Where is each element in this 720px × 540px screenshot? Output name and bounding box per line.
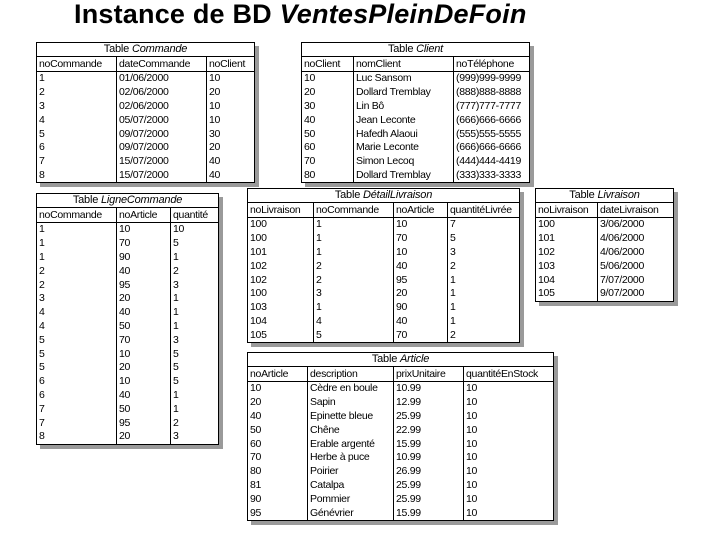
table-row bbox=[248, 465, 554, 479]
table-cell: 8 bbox=[37, 168, 117, 182]
table-cell: 22.99 bbox=[394, 423, 464, 437]
column-header: noLivraison bbox=[248, 203, 314, 218]
caption-label: Table bbox=[103, 43, 130, 55]
table-row bbox=[248, 423, 554, 437]
caption-label: Table bbox=[334, 189, 361, 201]
table-cell: 40 bbox=[207, 155, 255, 169]
table-cell: 7 bbox=[37, 402, 117, 416]
table-cell: 100 bbox=[536, 217, 598, 231]
table-cell: (888)888-8888 bbox=[454, 86, 530, 100]
table-cell: 2 bbox=[171, 264, 219, 278]
table-cell: Herbe à puce bbox=[308, 451, 394, 465]
table-cell: 5 bbox=[37, 333, 117, 347]
table-cell: 10 bbox=[464, 451, 554, 465]
table-cell: 50 bbox=[117, 319, 171, 333]
table-cell: 1 bbox=[37, 222, 117, 236]
table-cell: 25.99 bbox=[394, 409, 464, 423]
table-cell: 3 bbox=[448, 245, 520, 259]
table-cell: 02/06/2000 bbox=[117, 86, 207, 100]
header-row bbox=[302, 57, 530, 72]
column-header: noArticle bbox=[394, 203, 448, 218]
table-client bbox=[301, 42, 530, 183]
table-cell: 1 bbox=[37, 250, 117, 264]
table-cell: (999)999-9999 bbox=[454, 71, 530, 85]
table-cell: 95 bbox=[248, 506, 308, 520]
table-row bbox=[248, 232, 520, 246]
caption-name: Article bbox=[400, 353, 430, 365]
table-cell: 10 bbox=[207, 113, 255, 127]
table-cell: 6 bbox=[37, 141, 117, 155]
table-lignecommande bbox=[36, 193, 219, 445]
table-cell: 102 bbox=[536, 245, 598, 259]
table-cell: 100 bbox=[248, 232, 314, 246]
table-row bbox=[37, 237, 219, 251]
table-cell: 10 bbox=[464, 381, 554, 395]
table-caption bbox=[247, 188, 520, 202]
table-cell: 1 bbox=[448, 287, 520, 301]
table-cell: 2 bbox=[171, 416, 219, 430]
table-cell: 5 bbox=[171, 361, 219, 375]
table-caption bbox=[247, 352, 554, 366]
table-cell: 70 bbox=[248, 451, 308, 465]
table-row bbox=[302, 86, 530, 100]
table-cell: 40 bbox=[207, 168, 255, 182]
table-row bbox=[248, 217, 520, 231]
table-cell: Cèdre en boule bbox=[308, 381, 394, 395]
column-header: quantitéLivrée bbox=[448, 203, 520, 218]
table-cell: 10 bbox=[464, 409, 554, 423]
table-cell: (666)666-6666 bbox=[454, 113, 530, 127]
table-cell: 90 bbox=[394, 301, 448, 315]
table-cell: 4/06/2000 bbox=[598, 245, 674, 259]
table-cell: 102 bbox=[248, 259, 314, 273]
table-cell: 2 bbox=[448, 328, 520, 342]
table-row bbox=[302, 127, 530, 141]
table-cell: (777)777-7777 bbox=[454, 99, 530, 113]
table-cell: 1 bbox=[171, 319, 219, 333]
table-cell: 101 bbox=[536, 232, 598, 246]
table-cell: 7 bbox=[37, 155, 117, 169]
table-cell: 6 bbox=[37, 388, 117, 402]
table-row bbox=[536, 287, 674, 301]
table-row bbox=[536, 232, 674, 246]
table-cell: 80 bbox=[248, 465, 308, 479]
caption-name: Client bbox=[416, 43, 444, 55]
table-cell: 10 bbox=[464, 506, 554, 520]
table-cell: 25.99 bbox=[394, 492, 464, 506]
column-header: noCommande bbox=[37, 57, 117, 72]
table-cell: 20 bbox=[394, 287, 448, 301]
table-row bbox=[302, 113, 530, 127]
table-cell: 81 bbox=[248, 478, 308, 492]
table-cell: 95 bbox=[117, 416, 171, 430]
table-row bbox=[536, 273, 674, 287]
table-row bbox=[536, 259, 674, 273]
table-row bbox=[37, 141, 255, 155]
table-row bbox=[302, 99, 530, 113]
title-db-name: VentesPleinDeFoin bbox=[279, 0, 527, 29]
table-cell: 10 bbox=[302, 71, 354, 85]
table-cell: 10 bbox=[394, 245, 448, 259]
table-cell: 10.99 bbox=[394, 451, 464, 465]
table-cell: 20 bbox=[207, 141, 255, 155]
table-cell: 40 bbox=[117, 264, 171, 278]
table-cell: 2 bbox=[314, 259, 394, 273]
table-cell: 1 bbox=[314, 245, 394, 259]
table-row bbox=[37, 222, 219, 236]
table-cell: 10 bbox=[117, 375, 171, 389]
header-row bbox=[248, 367, 554, 382]
table-row bbox=[37, 71, 255, 85]
table-cell: 90 bbox=[117, 250, 171, 264]
column-header: description bbox=[308, 367, 394, 382]
table-cell: 40 bbox=[117, 306, 171, 320]
table-cell: 103 bbox=[536, 259, 598, 273]
table-cell: 8 bbox=[37, 430, 117, 444]
table-cell: 10 bbox=[248, 381, 308, 395]
table-row bbox=[248, 451, 554, 465]
title-prefix: Instance de BD bbox=[74, 0, 272, 29]
table-cell: 70 bbox=[117, 237, 171, 251]
column-header: prixUnitaire bbox=[394, 367, 464, 382]
table-row bbox=[248, 506, 554, 520]
table-cell: Sapin bbox=[308, 396, 394, 410]
table-row bbox=[37, 333, 219, 347]
table-cell: (666)666-6666 bbox=[454, 141, 530, 155]
table-cell: Lin Bô bbox=[354, 99, 454, 113]
table-cell: 15.99 bbox=[394, 506, 464, 520]
table-cell: 70 bbox=[394, 232, 448, 246]
table-cell: (333)333-3333 bbox=[454, 168, 530, 182]
table-cell: 7/07/2000 bbox=[598, 273, 674, 287]
table-row bbox=[248, 259, 520, 273]
table-cell: 5 bbox=[37, 361, 117, 375]
table-cell: 10.99 bbox=[394, 381, 464, 395]
column-header: noTéléphone bbox=[454, 57, 530, 72]
table-cell: 15/07/2000 bbox=[117, 168, 207, 182]
table-cell: 2 bbox=[37, 264, 117, 278]
table-cell: 102 bbox=[248, 273, 314, 287]
table-cell: (555)555-5555 bbox=[454, 127, 530, 141]
table-cell: 2 bbox=[314, 273, 394, 287]
table-cell: 90 bbox=[248, 492, 308, 506]
header-row bbox=[536, 203, 674, 218]
table-cell: Hafedh Alaoui bbox=[354, 127, 454, 141]
table-cell: 4 bbox=[37, 319, 117, 333]
table-cell: 20 bbox=[248, 396, 308, 410]
table-cell: 5 bbox=[448, 232, 520, 246]
column-header: dateCommande bbox=[117, 57, 207, 72]
caption-name: DétailLivraison bbox=[363, 189, 433, 201]
caption-name: Commande bbox=[131, 43, 188, 55]
table-cell: Poirier bbox=[308, 465, 394, 479]
table-row bbox=[37, 416, 219, 430]
table-cell: 02/06/2000 bbox=[117, 99, 207, 113]
table-row bbox=[248, 287, 520, 301]
table-row bbox=[248, 273, 520, 287]
header-row bbox=[37, 57, 255, 72]
table-cell: 3 bbox=[37, 99, 117, 113]
column-header: noCommande bbox=[314, 203, 394, 218]
table-row bbox=[248, 478, 554, 492]
table-row bbox=[536, 217, 674, 231]
table-caption bbox=[301, 42, 530, 56]
table-cell: 1 bbox=[171, 306, 219, 320]
table-caption bbox=[36, 42, 255, 56]
table-row bbox=[37, 127, 255, 141]
table-cell: 15/07/2000 bbox=[117, 155, 207, 169]
table-cell: 10 bbox=[464, 423, 554, 437]
table-cell: 70 bbox=[117, 333, 171, 347]
table-row bbox=[248, 245, 520, 259]
table-cell: 2 bbox=[448, 259, 520, 273]
column-header: noLivraison bbox=[536, 203, 598, 218]
table-cell: 1 bbox=[314, 217, 394, 231]
table-cell: 80 bbox=[302, 168, 354, 182]
table-cell: 50 bbox=[117, 402, 171, 416]
table-cell: Luc Sansom bbox=[354, 71, 454, 85]
table-cell: 5 bbox=[171, 237, 219, 251]
table-cell: Simon Lecoq bbox=[354, 155, 454, 169]
table-cell: 40 bbox=[394, 314, 448, 328]
table-row bbox=[302, 141, 530, 155]
table-cell: 10 bbox=[171, 222, 219, 236]
table-cell: 05/07/2000 bbox=[117, 113, 207, 127]
table-row bbox=[37, 99, 255, 113]
table-cell: 1 bbox=[171, 388, 219, 402]
table-cell: 20 bbox=[117, 361, 171, 375]
table-row bbox=[37, 155, 255, 169]
table-cell: 2 bbox=[37, 278, 117, 292]
column-header: noCommande bbox=[37, 208, 117, 223]
column-header: noClient bbox=[207, 57, 255, 72]
table-article bbox=[247, 352, 554, 521]
table-cell: 3 bbox=[171, 278, 219, 292]
table-cell: 1 bbox=[37, 71, 117, 85]
table-caption bbox=[535, 188, 674, 202]
table-cell: 3/06/2000 bbox=[598, 217, 674, 231]
table-cell: 4 bbox=[37, 113, 117, 127]
table-cell: 3 bbox=[171, 333, 219, 347]
table-row bbox=[37, 319, 219, 333]
table-cell: Dollard Tremblay bbox=[354, 168, 454, 182]
table-cell: 20 bbox=[207, 86, 255, 100]
table-cell: 10 bbox=[464, 478, 554, 492]
table-cell: 5/06/2000 bbox=[598, 259, 674, 273]
table-cell: 60 bbox=[248, 437, 308, 451]
table-cell: 1 bbox=[314, 301, 394, 315]
table-cell: 95 bbox=[394, 273, 448, 287]
table-row bbox=[302, 71, 530, 85]
table-cell: 1 bbox=[448, 273, 520, 287]
table-row bbox=[302, 155, 530, 169]
table-row bbox=[37, 306, 219, 320]
table-cell: 3 bbox=[37, 292, 117, 306]
table-cell: 10 bbox=[117, 347, 171, 361]
table-cell: 105 bbox=[248, 328, 314, 342]
table-cell: 7 bbox=[448, 217, 520, 231]
table-row bbox=[37, 86, 255, 100]
table-cell: Chêne bbox=[308, 423, 394, 437]
table-row bbox=[248, 301, 520, 315]
table-cell: 1 bbox=[314, 232, 394, 246]
table-cell: 5 bbox=[171, 347, 219, 361]
table-cell: 50 bbox=[302, 127, 354, 141]
header-row bbox=[248, 203, 520, 218]
table-livraison bbox=[535, 188, 674, 302]
table-row bbox=[248, 409, 554, 423]
table-cell: 09/07/2000 bbox=[117, 127, 207, 141]
table-cell: 20 bbox=[302, 86, 354, 100]
table-row bbox=[37, 113, 255, 127]
column-header: noArticle bbox=[117, 208, 171, 223]
table-row bbox=[248, 381, 554, 395]
table-cell: 5 bbox=[314, 328, 394, 342]
table-cell: 70 bbox=[394, 328, 448, 342]
table-cell: 20 bbox=[117, 430, 171, 444]
table-cell: 40 bbox=[302, 113, 354, 127]
table-cell: 3 bbox=[314, 287, 394, 301]
column-header: quantitéEnStock bbox=[464, 367, 554, 382]
table-cell: 104 bbox=[536, 273, 598, 287]
table-row bbox=[536, 245, 674, 259]
table-row bbox=[37, 375, 219, 389]
caption-name: Livraison bbox=[597, 189, 640, 201]
table-cell: 09/07/2000 bbox=[117, 141, 207, 155]
table-cell: 20 bbox=[117, 292, 171, 306]
table-cell: 01/06/2000 bbox=[117, 71, 207, 85]
caption-name: LigneCommande bbox=[100, 194, 183, 206]
table-cell: 10 bbox=[207, 71, 255, 85]
table-commande bbox=[36, 42, 255, 183]
column-header: dateLivraison bbox=[598, 203, 674, 218]
table-cell: 1 bbox=[448, 301, 520, 315]
table-cell: 4/06/2000 bbox=[598, 232, 674, 246]
table-cell: 12.99 bbox=[394, 396, 464, 410]
table-cell: 100 bbox=[248, 217, 314, 231]
table-cell: Catalpa bbox=[308, 478, 394, 492]
table-row bbox=[248, 328, 520, 342]
table-cell: 25.99 bbox=[394, 478, 464, 492]
table-row bbox=[37, 361, 219, 375]
table-cell: 5 bbox=[37, 347, 117, 361]
table-cell: Epinette bleue bbox=[308, 409, 394, 423]
table-cell: 10 bbox=[394, 217, 448, 231]
table-row bbox=[37, 402, 219, 416]
table-cell: 5 bbox=[171, 375, 219, 389]
table-row bbox=[248, 437, 554, 451]
page-title bbox=[74, 0, 527, 28]
table-cell: 40 bbox=[394, 259, 448, 273]
table-cell: 9/07/2000 bbox=[598, 287, 674, 301]
table-detaillivraison bbox=[247, 188, 520, 343]
table-cell: 104 bbox=[248, 314, 314, 328]
column-header: quantité bbox=[171, 208, 219, 223]
table-row bbox=[37, 430, 219, 444]
table-row bbox=[37, 278, 219, 292]
table-cell: 4 bbox=[37, 306, 117, 320]
table-cell: 1 bbox=[171, 402, 219, 416]
table-cell: 26.99 bbox=[394, 465, 464, 479]
table-cell: 10 bbox=[207, 99, 255, 113]
table-cell: 10 bbox=[464, 396, 554, 410]
table-cell: 30 bbox=[207, 127, 255, 141]
table-cell: 50 bbox=[248, 423, 308, 437]
table-cell: 1 bbox=[171, 250, 219, 264]
table-row bbox=[37, 292, 219, 306]
column-header: nomClient bbox=[354, 57, 454, 72]
table-cell: 3 bbox=[171, 430, 219, 444]
table-cell: 105 bbox=[536, 287, 598, 301]
table-row bbox=[37, 168, 255, 182]
table-cell: Pommier bbox=[308, 492, 394, 506]
table-cell: Dollard Tremblay bbox=[354, 86, 454, 100]
table-row bbox=[248, 314, 520, 328]
column-header: noClient bbox=[302, 57, 354, 72]
table-cell: 10 bbox=[464, 465, 554, 479]
column-header: noArticle bbox=[248, 367, 308, 382]
table-cell: 70 bbox=[302, 155, 354, 169]
table-row bbox=[37, 388, 219, 402]
table-cell: 6 bbox=[37, 375, 117, 389]
table-cell: 2 bbox=[37, 86, 117, 100]
header-row bbox=[37, 208, 219, 223]
table-cell: 30 bbox=[302, 99, 354, 113]
table-cell: 10 bbox=[464, 492, 554, 506]
table-cell: 4 bbox=[314, 314, 394, 328]
table-cell: 15.99 bbox=[394, 437, 464, 451]
table-row bbox=[248, 492, 554, 506]
table-cell: 101 bbox=[248, 245, 314, 259]
caption-label: Table bbox=[371, 353, 398, 365]
table-cell: 40 bbox=[248, 409, 308, 423]
table-row bbox=[302, 168, 530, 182]
table-cell: (444)444-4419 bbox=[454, 155, 530, 169]
table-caption bbox=[36, 193, 219, 207]
table-row bbox=[37, 264, 219, 278]
table-cell: 103 bbox=[248, 301, 314, 315]
table-cell: 1 bbox=[448, 314, 520, 328]
table-cell: 100 bbox=[248, 287, 314, 301]
table-cell: 10 bbox=[117, 222, 171, 236]
table-cell: Marie Leconte bbox=[354, 141, 454, 155]
table-cell: 95 bbox=[117, 278, 171, 292]
table-cell: 10 bbox=[464, 437, 554, 451]
caption-label: Table bbox=[72, 194, 99, 206]
table-cell: 60 bbox=[302, 141, 354, 155]
table-cell: Génévrier bbox=[308, 506, 394, 520]
table-row bbox=[37, 347, 219, 361]
table-cell: 1 bbox=[171, 292, 219, 306]
table-cell: 5 bbox=[37, 127, 117, 141]
table-row bbox=[37, 250, 219, 264]
caption-label: Table bbox=[569, 189, 595, 201]
table-cell: 1 bbox=[37, 237, 117, 251]
table-cell: 7 bbox=[37, 416, 117, 430]
table-cell: Erable argenté bbox=[308, 437, 394, 451]
table-cell: 40 bbox=[117, 388, 171, 402]
table-row bbox=[248, 396, 554, 410]
table-cell: Jean Leconte bbox=[354, 113, 454, 127]
caption-label: Table bbox=[387, 43, 414, 55]
